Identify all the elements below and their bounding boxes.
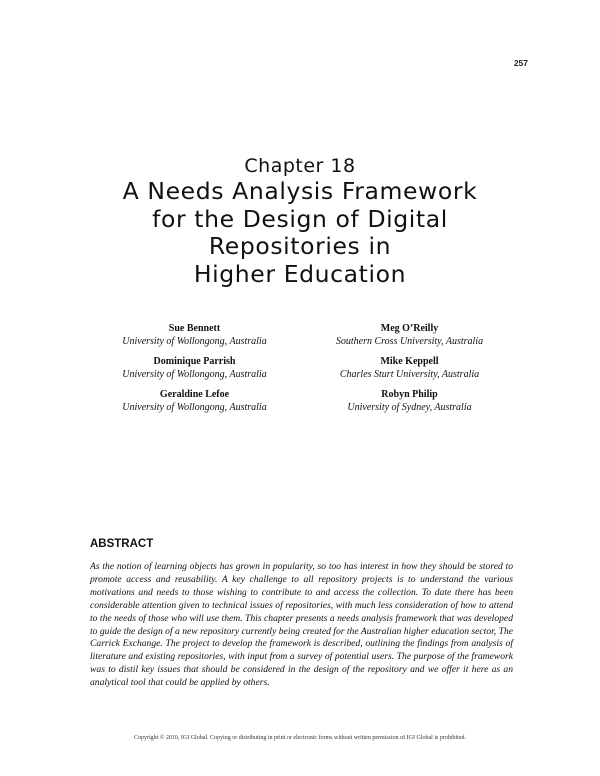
author-name: Geraldine Lefoe xyxy=(159,389,230,400)
chapter-title-line: A Needs Analysis Framework xyxy=(122,177,478,205)
author-entry xyxy=(92,322,297,348)
abstract-text: As the notion of learning objects has grown in popularity, so too has interest in how they should be stored to promote access and reusability. A key challenge to all repository projects is to understand the various motivations and needs to those wishing to contribute to and access the collection. To date there has been considerable attention given to technical issues of repositories, with much less consideration of how to attend to the needs of those who will use them. This chapter presents a needs analysis framework that was developed to guide the design of a new repository currently being created for the Australian higher education sector, The Carrick Exchange. The project to develop the framework is described, outlining the findings from analysis of literature and existing repositories, with input from a survey of potential users. The purpose of the framework was to distil key issues that should be considered in the design of the repository and we offer it here as an analytical tool that could be applied by others. xyxy=(90,561,513,689)
chapter-title-line: for the Design of Digital xyxy=(152,204,448,233)
author-entry xyxy=(92,388,297,414)
author-entry xyxy=(307,388,512,414)
author-affiliation: University of Sydney, Australia xyxy=(347,402,472,413)
chapter-title-line: Repositories in xyxy=(208,232,392,260)
chapter-label: Chapter 18 xyxy=(244,155,356,177)
copyright-notice: Copyright © 2010, IGI Global. Copying or distributing in print or electronic forms without written permission of IGI Global is prohibited. xyxy=(133,735,466,741)
chapter-title-line: Higher Education xyxy=(193,259,407,288)
author-name: Dominique Parrish xyxy=(153,356,236,367)
author-name: Robyn Philip xyxy=(381,389,438,400)
author-entry xyxy=(307,355,512,381)
author-entry xyxy=(92,355,297,381)
author-name: Mike Keppell xyxy=(380,356,439,367)
abstract-heading: ABSTRACT xyxy=(90,538,154,550)
author-entry xyxy=(307,322,512,348)
author-affiliation: University of Wollongong, Australia xyxy=(122,369,267,380)
author-list xyxy=(92,322,512,414)
page-number: 257 xyxy=(513,58,528,68)
author-affiliation: Charles Sturt University, Australia xyxy=(339,369,480,380)
chapter-heading xyxy=(0,154,600,288)
author-name: Meg O’Reilly xyxy=(380,323,439,334)
author-affiliation: University of Wollongong, Australia xyxy=(122,336,267,347)
author-name: Sue Bennett xyxy=(168,323,221,334)
author-affiliation: University of Wollongong, Australia xyxy=(122,402,267,413)
chapter-title xyxy=(0,178,600,288)
author-affiliation: Southern Cross University, Australia xyxy=(335,336,484,347)
